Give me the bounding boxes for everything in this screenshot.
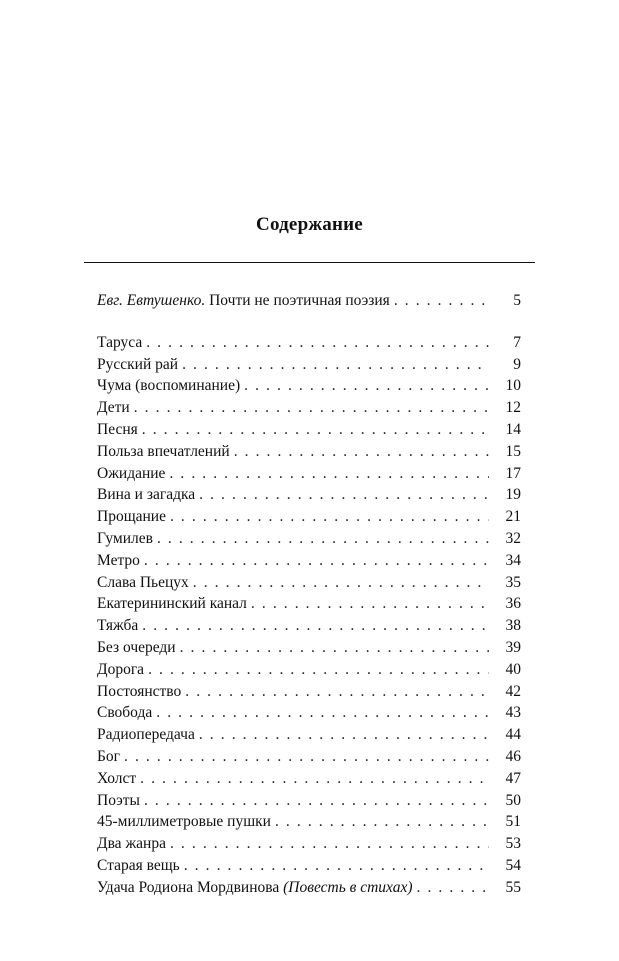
toc-entry-title: Чума (воспоминание)	[97, 375, 244, 397]
toc-page-number: 34	[505, 551, 521, 569]
toc-entry-title: Метро	[97, 550, 144, 572]
toc-entry-title: Бог	[97, 746, 124, 768]
dot-leader	[182, 354, 489, 376]
toc-entry-title: Песня	[97, 419, 142, 441]
toc-entry-title: Холст	[97, 768, 140, 790]
dot-leader	[142, 419, 489, 441]
toc-entry-title: Старая вещь	[97, 855, 184, 877]
toc-page-number: 40	[505, 660, 521, 678]
toc-entry	[97, 811, 521, 833]
toc-page-number: 21	[505, 508, 521, 526]
toc-entry-title: Свобода	[97, 702, 156, 724]
last-subtitle: (Повесть в стихах)	[283, 878, 413, 896]
toc-entry	[97, 484, 521, 506]
toc-page-number: 46	[505, 747, 521, 765]
dot-leader	[199, 724, 489, 746]
toc-entry-title: Постоянство	[97, 681, 185, 703]
toc-entry	[97, 724, 521, 746]
toc-entry-title: Польза впечатлений	[97, 441, 234, 463]
toc-page-number: 19	[505, 486, 521, 504]
toc-entry	[97, 397, 521, 419]
toc-entry	[97, 375, 521, 397]
toc-entry-title: Тяжба	[97, 615, 142, 637]
toc-page-number: 43	[505, 704, 521, 722]
dot-leader	[193, 572, 489, 594]
toc-page-number: 38	[505, 617, 521, 635]
toc-page-number: 17	[505, 464, 521, 482]
toc-entry	[97, 419, 521, 441]
toc-entry-title: Поэты	[97, 790, 144, 812]
dot-leader	[142, 615, 489, 637]
toc-entry	[97, 550, 521, 572]
dot-leader	[148, 659, 489, 681]
toc-entry-title	[97, 290, 394, 312]
toc-page-number: 32	[505, 529, 521, 547]
toc-entry	[97, 637, 521, 659]
toc-page-number: 47	[505, 769, 521, 787]
toc-entry-title: Ожидание	[97, 463, 169, 485]
toc-page-number: 14	[505, 420, 521, 438]
toc-entry	[97, 332, 521, 354]
preface-title: Почти не поэтичная поэзия	[209, 292, 390, 309]
toc-entry	[97, 681, 521, 703]
toc-entry-last	[97, 877, 521, 899]
toc-entry	[97, 572, 521, 594]
page-title: Содержание	[256, 214, 363, 235]
toc-entry	[97, 659, 521, 681]
toc-page-number: 5	[513, 292, 521, 309]
dot-leader	[184, 855, 489, 877]
toc-entry-title: Без очереди	[97, 637, 180, 659]
dot-leader	[157, 528, 489, 550]
title-divider	[84, 262, 535, 263]
toc-entry-title: Радиопередача	[97, 724, 199, 746]
dot-leader	[144, 550, 489, 572]
toc-page-number: 50	[505, 791, 521, 809]
dot-leader	[180, 637, 489, 659]
toc-entry	[97, 463, 521, 485]
dot-leader	[199, 484, 489, 506]
toc-entry	[97, 702, 521, 724]
toc-page-number: 44	[505, 726, 521, 744]
toc-entry-title: Слава Пьецух	[97, 572, 193, 594]
dot-leader	[170, 506, 489, 528]
dot-leader	[244, 375, 489, 397]
toc-page-number: 53	[505, 835, 521, 853]
dot-leader	[394, 290, 489, 312]
toc-entry	[97, 768, 521, 790]
toc-page-number: 10	[505, 377, 521, 395]
toc-page-number: 54	[505, 856, 521, 874]
dot-leader	[134, 397, 489, 419]
toc-entry	[97, 746, 521, 768]
last-title: Удача Родиона Мордвинова	[97, 878, 280, 896]
toc-entry-title: Таруса	[97, 332, 146, 354]
dot-leader	[169, 463, 489, 485]
toc-entry-title: Дети	[97, 397, 134, 419]
dot-leader	[146, 332, 489, 354]
toc-entry	[97, 506, 521, 528]
toc-entry	[97, 833, 521, 855]
toc-entry-preface	[97, 290, 521, 312]
dot-leader	[234, 441, 489, 463]
toc-page-number: 15	[505, 442, 521, 460]
dot-leader	[140, 768, 489, 790]
dot-leader	[275, 811, 489, 833]
toc-entry	[97, 615, 521, 637]
dot-leader	[185, 681, 489, 703]
toc-entry	[97, 855, 521, 877]
toc-page-number: 42	[505, 682, 521, 700]
toc-entry-title: Гумилев	[97, 528, 157, 550]
toc-page-number: 51	[505, 813, 521, 831]
toc-entry-title: Вина и загадка	[97, 484, 199, 506]
toc-entry-title: Екатерининский канал	[97, 593, 251, 615]
dot-leader	[251, 593, 489, 615]
dot-leader	[170, 833, 489, 855]
toc-entry-list	[97, 332, 521, 877]
dot-leader	[144, 790, 489, 812]
toc-entry	[97, 790, 521, 812]
dot-leader	[124, 746, 489, 768]
toc-entry	[97, 528, 521, 550]
toc-page-number: 55	[505, 878, 521, 896]
toc-page-number: 9	[513, 355, 521, 373]
toc-entry	[97, 593, 521, 615]
toc-entry-title: Два жанра	[97, 833, 170, 855]
toc-entry-title: Дорога	[97, 659, 148, 681]
toc-page-number: 12	[505, 399, 521, 417]
table-of-contents	[97, 290, 521, 899]
dot-leader	[156, 702, 489, 724]
toc-page-number: 35	[505, 573, 521, 591]
toc-page-number: 7	[513, 333, 521, 351]
dot-leader	[417, 877, 489, 899]
toc-entry-title: 45-миллиметровые пушки	[97, 811, 275, 833]
toc-entry-title: Русский рай	[97, 354, 182, 376]
preface-author: Евг. Евтушенко.	[97, 292, 206, 309]
toc-entry	[97, 354, 521, 376]
toc-entry	[97, 441, 521, 463]
toc-page-number: 39	[505, 638, 521, 656]
toc-entry-title: Прощание	[97, 506, 170, 528]
toc-entry-title	[97, 877, 417, 899]
toc-page-number: 36	[505, 595, 521, 613]
